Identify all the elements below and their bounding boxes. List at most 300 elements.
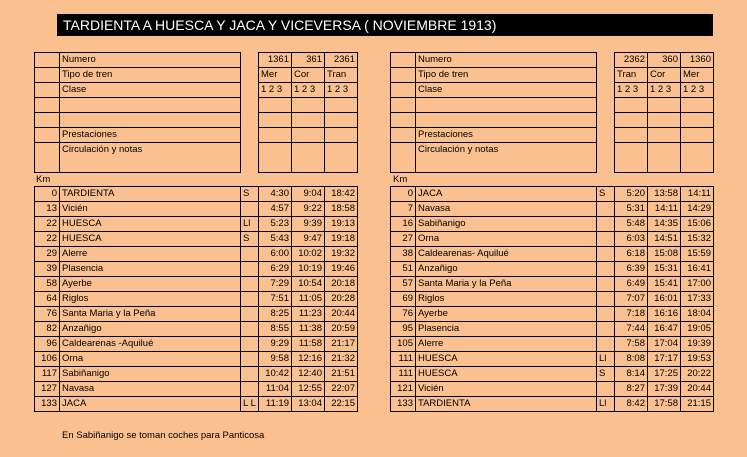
station-name: Ayerbe [60, 277, 241, 292]
station-name: Santa Maria y la Peña [416, 277, 597, 292]
time-cell: 16:01 [648, 292, 681, 307]
station-row [391, 322, 714, 337]
header-gap-cell [597, 143, 615, 173]
time-cell: 11:38 [292, 322, 325, 337]
time-cell: 9:04 [292, 187, 325, 202]
km-cell: 121 [391, 382, 416, 397]
time-cell: 22:15 [325, 397, 358, 412]
header-label [60, 113, 241, 128]
time-cell: 20:44 [325, 307, 358, 322]
km-cell: 117 [35, 367, 60, 382]
station-name: Riglos [60, 292, 241, 307]
station-note: S [597, 187, 615, 202]
train-prestaciones-cell [292, 128, 325, 143]
station-note [597, 292, 615, 307]
time-cell: 21:15 [681, 397, 714, 412]
train-tipo-cell: Cor [292, 68, 325, 83]
header-left-cell [391, 98, 416, 113]
station-row [391, 247, 714, 262]
train-empty-1-cell [648, 98, 681, 113]
station-name: JACA [416, 187, 597, 202]
train-numero-cell: 361 [292, 53, 325, 68]
station-row [391, 337, 714, 352]
header-label: Numero [60, 53, 241, 68]
time-cell: 10:02 [292, 247, 325, 262]
header-row-tipo [35, 68, 358, 83]
train-tipo-cell: Mer [681, 68, 714, 83]
time-cell: 5:31 [615, 202, 648, 217]
station-note: L L [241, 397, 259, 412]
station-name: Caldearenas- Aquilué [416, 247, 597, 262]
time-cell: 16:41 [681, 262, 714, 277]
train-clase-cell: 1 2 3 [325, 83, 358, 98]
header-row-circulacion [35, 143, 358, 173]
header-gap-cell [241, 113, 259, 128]
header-row-empty-1 [35, 98, 358, 113]
time-cell: 8:08 [615, 352, 648, 367]
train-clase-cell: 1 2 3 [292, 83, 325, 98]
train-prestaciones-cell [259, 128, 292, 143]
station-row [35, 352, 358, 367]
time-cell: 17:33 [681, 292, 714, 307]
header-gap-cell [597, 83, 615, 98]
header-left-cell [35, 53, 60, 68]
station-name: Riglos [416, 292, 597, 307]
station-note [597, 382, 615, 397]
time-cell: 15:32 [681, 232, 714, 247]
station-name: Santa Maria y la Peña [60, 307, 241, 322]
train-clase-cell: 1 2 3 [648, 83, 681, 98]
header-label: Tipo de tren [416, 68, 597, 83]
train-circulacion-cell [681, 143, 714, 173]
km-cell: 106 [35, 352, 60, 367]
time-cell: 12:40 [292, 367, 325, 382]
header-left-cell [35, 83, 60, 98]
station-row [391, 382, 714, 397]
train-numero-cell: 1361 [259, 53, 292, 68]
time-cell: 11:19 [259, 397, 292, 412]
header-label: Clase [416, 83, 597, 98]
header-gap-cell [241, 53, 259, 68]
station-note [241, 367, 259, 382]
header-gap-cell [241, 98, 259, 113]
train-empty-1-cell [325, 98, 358, 113]
train-empty-2-cell [648, 113, 681, 128]
station-note [241, 277, 259, 292]
station-row [35, 247, 358, 262]
station-note [241, 247, 259, 262]
km-cell: 0 [35, 187, 60, 202]
header-left-cell [35, 68, 60, 83]
station-note: S [241, 187, 259, 202]
footnote: En Sabiñanigo se toman coches para Panticosa [62, 430, 265, 441]
train-clase-cell: 1 2 3 [681, 83, 714, 98]
time-cell: 16:16 [648, 307, 681, 322]
header-gap-cell [241, 143, 259, 173]
time-cell: 17:00 [681, 277, 714, 292]
time-cell: 19:53 [681, 352, 714, 367]
header-gap-cell [597, 128, 615, 143]
station-row [35, 202, 358, 217]
time-cell: 8:42 [615, 397, 648, 412]
station-note: S [597, 367, 615, 382]
time-cell: 9:39 [292, 217, 325, 232]
km-cell: 76 [35, 307, 60, 322]
time-cell: 15:31 [648, 262, 681, 277]
time-cell: 20:44 [681, 382, 714, 397]
header-row-clase [35, 83, 358, 98]
header-left-cell [391, 68, 416, 83]
station-row [35, 232, 358, 247]
station-row [35, 217, 358, 232]
time-cell: 19:05 [681, 322, 714, 337]
time-cell: 6:18 [615, 247, 648, 262]
station-name: Sabiñanigo [416, 217, 597, 232]
time-cell: 9:58 [259, 352, 292, 367]
time-cell: 18:42 [325, 187, 358, 202]
station-row [391, 307, 714, 322]
header-label: Clase [60, 83, 241, 98]
km-cell: 133 [391, 397, 416, 412]
station-row [391, 232, 714, 247]
km-cell: 38 [391, 247, 416, 262]
header-gap-cell [241, 83, 259, 98]
station-name: Navasa [416, 202, 597, 217]
station-name: TARDIENTA [60, 187, 241, 202]
time-cell: 14:29 [681, 202, 714, 217]
header-label [416, 98, 597, 113]
station-row [35, 262, 358, 277]
km-cell: 82 [35, 322, 60, 337]
header-label: Circulación y notas [416, 143, 597, 173]
train-tipo-cell: Cor [648, 68, 681, 83]
time-cell: 5:43 [259, 232, 292, 247]
station-row [35, 277, 358, 292]
station-name: Vicién [60, 202, 241, 217]
header-row-numero [35, 53, 358, 68]
station-note [241, 202, 259, 217]
time-cell: 7:44 [615, 322, 648, 337]
station-name: Anzañigo [416, 262, 597, 277]
train-circulacion-cell [325, 143, 358, 173]
time-cell: 8:27 [615, 382, 648, 397]
time-cell: 19:18 [325, 232, 358, 247]
time-cell: 17:58 [648, 397, 681, 412]
train-numero-cell: 2361 [325, 53, 358, 68]
header-left-cell [391, 53, 416, 68]
time-cell: 6:00 [259, 247, 292, 262]
time-cell: 12:55 [292, 382, 325, 397]
time-cell: 5:23 [259, 217, 292, 232]
time-cell: 4:30 [259, 187, 292, 202]
station-note [597, 262, 615, 277]
time-cell: 19:13 [325, 217, 358, 232]
km-cell: 51 [391, 262, 416, 277]
station-note [241, 382, 259, 397]
station-note [241, 307, 259, 322]
km-cell: 105 [391, 337, 416, 352]
km-cell: 111 [391, 367, 416, 382]
km-cell: 13 [35, 202, 60, 217]
train-prestaciones-cell [325, 128, 358, 143]
train-empty-1-cell [615, 98, 648, 113]
station-name: Vicién [416, 382, 597, 397]
header-row-clase [391, 83, 714, 98]
km-cell: 22 [35, 232, 60, 247]
header-row-circulacion [391, 143, 714, 173]
header-gap-cell [597, 68, 615, 83]
time-cell: 6:49 [615, 277, 648, 292]
train-empty-2-cell [615, 113, 648, 128]
station-name: Plasencia [416, 322, 597, 337]
km-cell: 58 [35, 277, 60, 292]
time-cell: 15:06 [681, 217, 714, 232]
time-cell: 6:39 [615, 262, 648, 277]
km-cell: 27 [391, 232, 416, 247]
header-row-empty-2 [391, 113, 714, 128]
km-cell: 96 [35, 337, 60, 352]
time-cell: 8:25 [259, 307, 292, 322]
time-cell: 21:51 [325, 367, 358, 382]
time-cell: 19:39 [681, 337, 714, 352]
time-cell: 19:46 [325, 262, 358, 277]
station-name: Orna [416, 232, 597, 247]
header-row-prestaciones [391, 128, 714, 143]
train-clase-cell: 1 2 3 [259, 83, 292, 98]
time-cell: 20:22 [681, 367, 714, 382]
time-cell: 7:07 [615, 292, 648, 307]
header-row-prestaciones [35, 128, 358, 143]
station-note [597, 247, 615, 262]
header-row-tipo [391, 68, 714, 83]
time-cell: 4:57 [259, 202, 292, 217]
km-cell: 39 [35, 262, 60, 277]
train-empty-1-cell [681, 98, 714, 113]
train-circulacion-cell [615, 143, 648, 173]
station-name: HUESCA [416, 352, 597, 367]
station-note [597, 202, 615, 217]
time-cell: 7:58 [615, 337, 648, 352]
station-name: Plasencia [60, 262, 241, 277]
station-row [391, 187, 714, 202]
time-cell: 9:47 [292, 232, 325, 247]
page-title: TARDIENTA A HUESCA Y JACA Y VICEVERSA ( NOVIEMBRE 1913) [57, 14, 713, 36]
station-row [391, 217, 714, 232]
station-name: Sabiñanigo [60, 367, 241, 382]
km-cell: 127 [35, 382, 60, 397]
time-cell: 11:04 [259, 382, 292, 397]
time-cell: 9:22 [292, 202, 325, 217]
train-numero-cell: 1360 [681, 53, 714, 68]
header-left-cell [391, 143, 416, 173]
station-name: HUESCA [60, 217, 241, 232]
time-cell: 14:51 [648, 232, 681, 247]
left-train-header-table [34, 52, 358, 173]
station-note: Ll [597, 397, 615, 412]
time-cell: 20:18 [325, 277, 358, 292]
km-cell: 111 [391, 352, 416, 367]
station-row [35, 382, 358, 397]
time-cell: 8:55 [259, 322, 292, 337]
time-cell: 17:17 [648, 352, 681, 367]
time-cell: 14:11 [681, 187, 714, 202]
station-note [241, 292, 259, 307]
station-row [35, 307, 358, 322]
train-tipo-cell: Mer [259, 68, 292, 83]
header-label: Tipo de tren [60, 68, 241, 83]
left-timetable [34, 186, 358, 412]
header-left-cell [35, 143, 60, 173]
station-row [391, 367, 714, 382]
time-cell: 22:07 [325, 382, 358, 397]
time-cell: 21:17 [325, 337, 358, 352]
time-cell: 17:39 [648, 382, 681, 397]
train-prestaciones-cell [681, 128, 714, 143]
time-cell: 6:29 [259, 262, 292, 277]
km-cell: 7 [391, 202, 416, 217]
right-timetable [390, 186, 714, 412]
km-cell: 29 [35, 247, 60, 262]
header-row-numero [391, 53, 714, 68]
station-note [241, 322, 259, 337]
km-cell: 0 [391, 187, 416, 202]
station-name: Orna [60, 352, 241, 367]
time-cell: 6:03 [615, 232, 648, 247]
time-cell: 9:29 [259, 337, 292, 352]
station-name: Anzañigo [60, 322, 241, 337]
time-cell: 15:59 [681, 247, 714, 262]
train-empty-2-cell [681, 113, 714, 128]
station-note [241, 262, 259, 277]
station-row [391, 277, 714, 292]
time-cell: 21:32 [325, 352, 358, 367]
train-clase-cell: 1 2 3 [615, 83, 648, 98]
time-cell: 18:04 [681, 307, 714, 322]
header-left-cell [35, 113, 60, 128]
train-empty-2-cell [325, 113, 358, 128]
station-row [35, 367, 358, 382]
time-cell: 12:16 [292, 352, 325, 367]
km-cell: 22 [35, 217, 60, 232]
time-cell: 17:04 [648, 337, 681, 352]
time-cell: 14:35 [648, 217, 681, 232]
time-cell: 15:08 [648, 247, 681, 262]
train-empty-2-cell [259, 113, 292, 128]
station-note [597, 307, 615, 322]
station-name: HUESCA [416, 367, 597, 382]
train-numero-cell: 360 [648, 53, 681, 68]
header-label [416, 113, 597, 128]
station-name: TARDIENTA [416, 397, 597, 412]
km-cell: 133 [35, 397, 60, 412]
time-cell: 10:19 [292, 262, 325, 277]
train-circulacion-cell [292, 143, 325, 173]
km-cell: 76 [391, 307, 416, 322]
time-cell: 8:14 [615, 367, 648, 382]
station-name: Ayerbe [416, 307, 597, 322]
time-cell: 11:23 [292, 307, 325, 322]
time-cell: 5:20 [615, 187, 648, 202]
station-note [597, 232, 615, 247]
km-cell: 69 [391, 292, 416, 307]
train-circulacion-cell [259, 143, 292, 173]
train-numero-cell: 2362 [615, 53, 648, 68]
header-left-cell [391, 113, 416, 128]
train-empty-1-cell [259, 98, 292, 113]
time-cell: 7:51 [259, 292, 292, 307]
station-row [391, 262, 714, 277]
station-name: Navasa [60, 382, 241, 397]
time-cell: 7:18 [615, 307, 648, 322]
station-row [35, 337, 358, 352]
station-row [35, 292, 358, 307]
time-cell: 13:04 [292, 397, 325, 412]
header-label [60, 98, 241, 113]
time-cell: 20:28 [325, 292, 358, 307]
station-note [241, 337, 259, 352]
train-circulacion-cell [648, 143, 681, 173]
station-note: Ll [597, 352, 615, 367]
train-empty-1-cell [292, 98, 325, 113]
station-row [35, 397, 358, 412]
time-cell: 11:58 [292, 337, 325, 352]
station-note: S [241, 232, 259, 247]
station-row [391, 202, 714, 217]
station-row [391, 352, 714, 367]
train-prestaciones-cell [648, 128, 681, 143]
left-km-label: Km [36, 174, 51, 185]
station-row [391, 397, 714, 412]
km-cell: 64 [35, 292, 60, 307]
station-note [241, 352, 259, 367]
header-gap-cell [241, 128, 259, 143]
km-cell: 57 [391, 277, 416, 292]
time-cell: 10:54 [292, 277, 325, 292]
km-cell: 95 [391, 322, 416, 337]
station-row [391, 292, 714, 307]
time-cell: 19:32 [325, 247, 358, 262]
station-note [597, 217, 615, 232]
station-note [597, 277, 615, 292]
header-gap-cell [597, 113, 615, 128]
header-row-empty-2 [35, 113, 358, 128]
header-left-cell [35, 98, 60, 113]
time-cell: 20:59 [325, 322, 358, 337]
header-label: Circulación y notas [60, 143, 241, 173]
header-gap-cell [597, 53, 615, 68]
station-note: Ll [241, 217, 259, 232]
station-name: Alerre [60, 247, 241, 262]
train-prestaciones-cell [615, 128, 648, 143]
station-name: Alerre [416, 337, 597, 352]
station-note [597, 322, 615, 337]
time-cell: 17:25 [648, 367, 681, 382]
header-gap-cell [241, 68, 259, 83]
header-label: Numero [416, 53, 597, 68]
station-name: Caldearenas -Aquilué [60, 337, 241, 352]
time-cell: 18:58 [325, 202, 358, 217]
km-cell: 16 [391, 217, 416, 232]
header-left-cell [35, 128, 60, 143]
time-cell: 11:05 [292, 292, 325, 307]
right-train-header-table [390, 52, 714, 173]
train-tipo-cell: Tran [615, 68, 648, 83]
station-row [35, 322, 358, 337]
station-name: JACA [60, 397, 241, 412]
header-label: Prestaciones [416, 128, 597, 143]
time-cell: 16:47 [648, 322, 681, 337]
header-gap-cell [597, 98, 615, 113]
